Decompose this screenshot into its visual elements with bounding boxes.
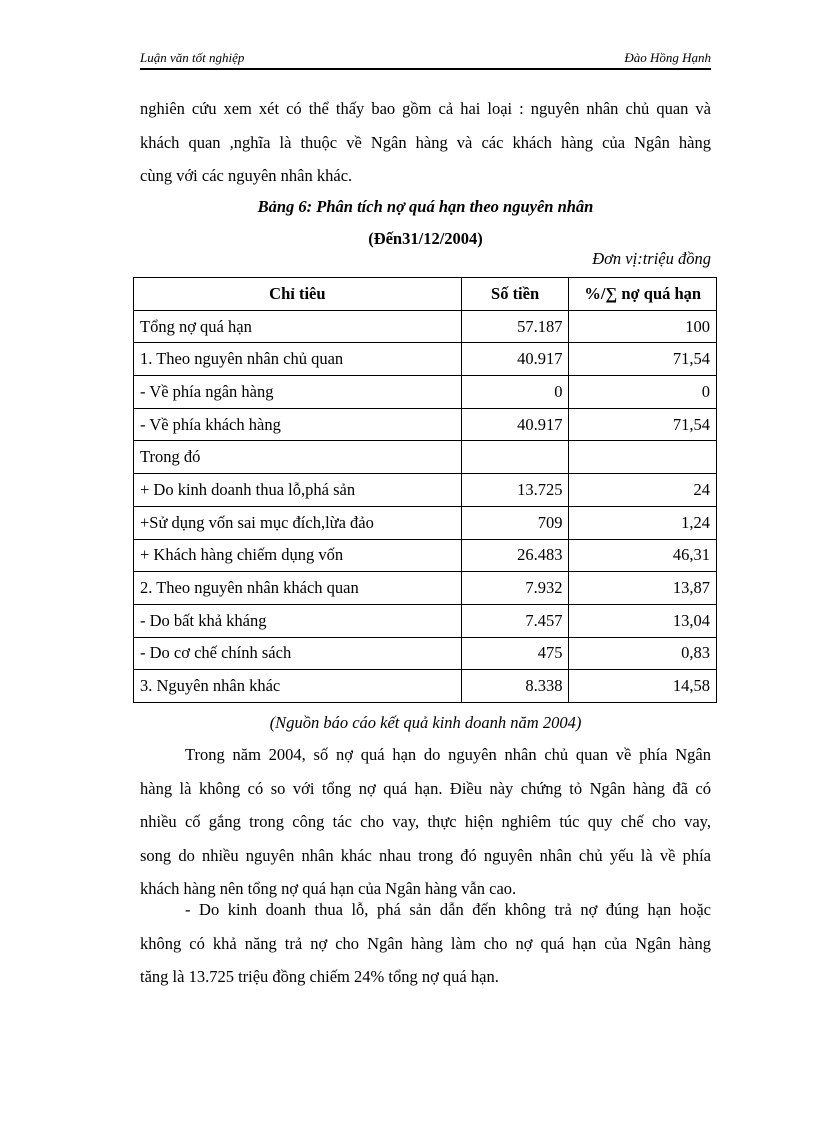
row-label: - Về phía khách hàng [134,408,462,441]
row-label: 3. Nguyên nhân khác [134,670,462,703]
row-label: - Do bất khả kháng [134,604,462,637]
percent-cell: 13,04 [569,604,717,637]
text-line: hàng là không có so với tổng nợ quá hạn. Điều này chứng tỏ Ngân hàng đã có [140,778,711,798]
table-title: Bảng 6: Phân tích nợ quá hạn theo nguyên nhân [257,197,594,216]
amount-cell: 26.483 [461,539,569,572]
percent-cell: 46,31 [569,539,717,572]
text-line: - Do kinh doanh thua lỗ, phá sản dẫn đến không trả nợ đúng hạn hoặc [185,900,711,919]
table-row [134,408,717,441]
loss-paragraph [140,893,711,994]
table-row [134,637,717,670]
amount-cell: 40.917 [461,408,569,441]
table-row [134,506,717,539]
text-line: tăng là 13.725 triệu đồng chiếm 24% tổng nợ quá hạn. [140,967,499,986]
text-line: Trong năm 2004, số nợ quá hạn do nguyên nhân chủ quan về phía Ngân [185,745,711,764]
table-subtitle: (Đến31/12/2004) [368,229,483,248]
amount-cell: 7.457 [461,604,569,637]
analysis-paragraph [140,738,711,906]
amount-cell: 709 [461,506,569,539]
table-row [134,572,717,605]
table-row [134,474,717,507]
amount-cell: 13.725 [461,474,569,507]
row-label: 2. Theo nguyên nhân khách quan [134,572,462,605]
table-row [134,604,717,637]
amount-cell [461,441,569,474]
text-line: nhiều cố gắng trong công tác cho vay, thực hiện nghiêm túc quy chế cho vay, [140,812,711,831]
amount-cell: 8.338 [461,670,569,703]
header-right: Đào Hồng Hạnh [624,50,711,65]
text-line: song do nhiều nguyên nhân khác nhau trong đó nguyên nhân chủ yếu là về phía [140,845,711,865]
table-header-row [134,278,717,311]
text-line: cùng với các nguyên nhân khác. [140,166,353,185]
row-label: Tổng nợ quá hạn [134,310,462,343]
percent-cell: 1,24 [569,506,717,539]
percent-cell: 0 [569,376,717,409]
percent-cell: 24 [569,474,717,507]
table-row [134,539,717,572]
row-label: - Về phía ngân hàng [134,376,462,409]
percent-cell: 14,58 [569,670,717,703]
amount-cell: 57.187 [461,310,569,343]
percent-cell: 100 [569,310,717,343]
row-label: + Do kinh doanh thua lỗ,phá sản [134,474,462,507]
table-row [134,376,717,409]
row-label: 1. Theo nguyên nhân chủ quan [134,343,462,376]
table-row [134,343,717,376]
percent-cell: 71,54 [569,343,717,376]
row-label: - Do cơ chế chính sách [134,637,462,670]
row-label: +Sử dụng vốn sai mục đích,lừa đảo [134,506,462,539]
amount-cell: 7.932 [461,572,569,605]
unit-label: Đơn vị:triệu đồng [592,249,711,268]
text-line: nghiên cứu xem xét có thể thấy bao gồm cả hai loại : nguyên nhân chủ quan và [140,99,711,118]
column-header: Chỉ tiêu [134,278,462,311]
row-label: Trong đó [134,441,462,474]
percent-cell: 0,83 [569,637,717,670]
table-row [134,310,717,343]
amount-cell: 0 [461,376,569,409]
table-source-note: (Nguồn báo cáo kết quả kinh doanh năm 2004) [269,713,582,732]
table-row [134,670,717,703]
text-line: khách quan ,nghĩa là thuộc về Ngân hàng và các khách hàng của Ngân hàng [140,132,711,152]
page-header [140,48,711,70]
intro-paragraph [140,92,711,193]
column-header: Số tiền [461,278,569,311]
text-line: khách hàng nên tổng nợ quá hạn của Ngân hàng vẫn cao. [140,879,517,898]
percent-cell [569,441,717,474]
column-header: %/∑ nợ quá hạn [569,278,717,311]
percent-cell: 13,87 [569,572,717,605]
row-label: + Khách hàng chiếm dụng vốn [134,539,462,572]
amount-cell: 475 [461,637,569,670]
text-line: không có khả năng trả nợ cho Ngân hàng làm cho nợ quá hạn của Ngân hàng [140,933,711,953]
data-table [133,277,717,703]
table-row [134,441,717,474]
amount-cell: 40.917 [461,343,569,376]
header-left: Luận văn tốt nghiệp [140,50,245,65]
percent-cell: 71,54 [569,408,717,441]
